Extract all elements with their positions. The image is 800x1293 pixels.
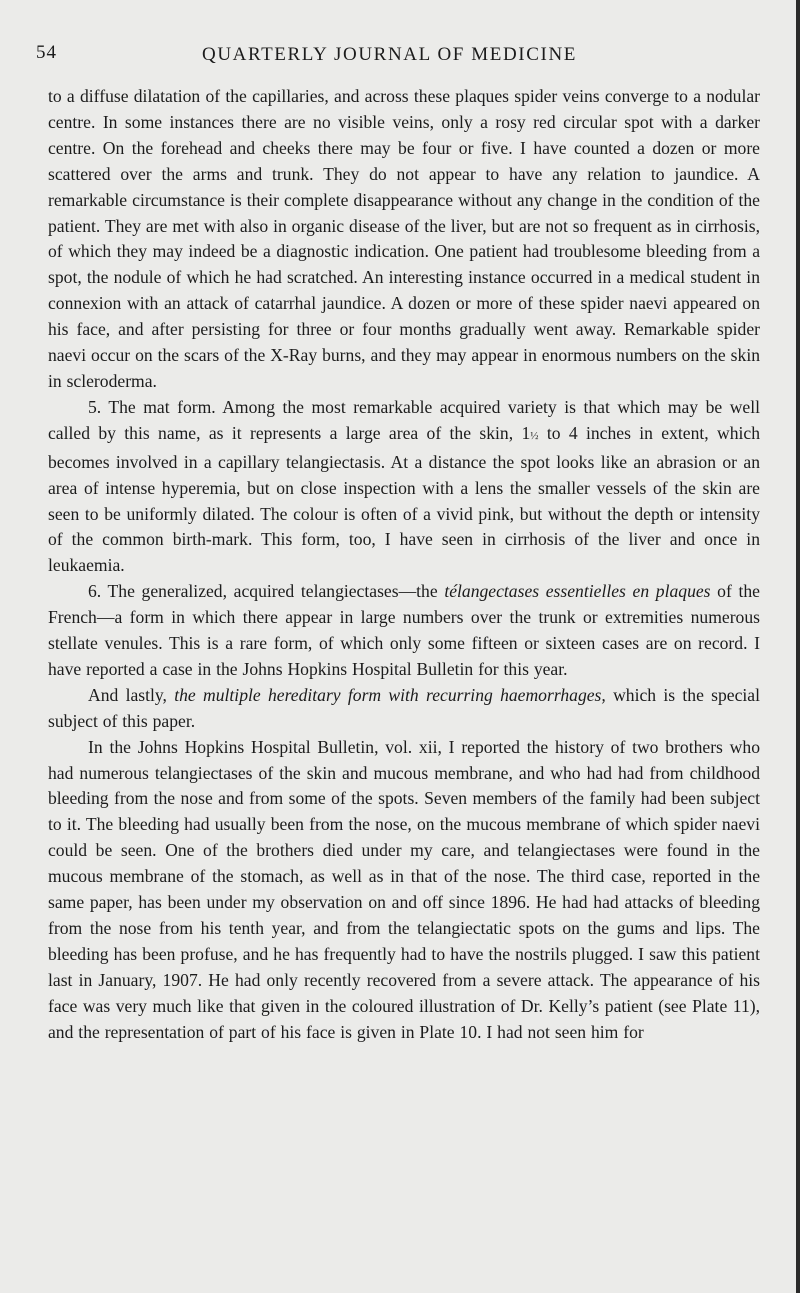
paragraph-hereditary-form: [48, 683, 760, 735]
page-header: [36, 42, 760, 76]
paragraph-text: of the French—a form in which there appear in large numbers over the trunk or extremities numerous stellate venules. This is a rare form, of which only some fifteen or sixteen cases are on record. I have reported a case in the Johns Hopkins Hospital Bulletin for this year.: [48, 581, 760, 679]
paragraph-text: to 4 inches in extent, which becomes involved in a capillary telangiectasis. At a distance the spot looks like an abrasion or an area of intense hyperemia, but on close inspection with a lens the smaller vessels of the skin are seen to be uniformly dilated. The colour is often of a vivid pink, but without the depth or intensity of the common birth-mark. This form, too, I have seen in cirrhosis of the liver and once in leukaemia.: [48, 422, 760, 576]
paragraph-text: 6. The generalized, acquired telangiectases—the: [88, 581, 445, 602]
paragraph-text: to a diffuse dilatation of the capillaries, and across these plaques spider veins converge to a nodular centre. In some instances there are no visible veins, only a rosy red circular spot with a darker centre. On the forehead and cheeks there may be four or five. I have counted a dozen or more scattered over the arms and trunk. They do not appear to have any relation to jaundice. A remarkable circumstance is their complete disappearance without any change in the condition of the patient. They are met with also in organic disease of the liver, but are not so frequent as in cirrhosis, of which they may indeed be a diagnostic indication. One patient had troublesome bleeding from a spot, the nodule of which he had scratched. An interesting instance occurred in a medical student in connexion with an attack of catarrhal jaundice. A dozen or more of these spider naevi appeared on his face, and after persisting for three or four months gradually went away. Remarkable spider naevi occur on the scars of the X-Ray burns, and they may appear in enormous numbers on the skin in scleroderma.: [48, 86, 760, 391]
body-text: [48, 84, 760, 1046]
page-number: 54: [36, 42, 57, 63]
paragraph-spider-naevi: [48, 84, 760, 395]
running-head: QUARTERLY JOURNAL OF MEDICINE: [202, 44, 577, 65]
fraction-half: ½: [530, 429, 539, 442]
fraction-whole: 1: [521, 422, 531, 443]
paragraph-text: 5. The mat form. Among the most remarkable acquired variety is that which may be well called by this name, as it represents a large area of the skin,: [48, 396, 760, 443]
paragraph-text: In the Johns Hopkins Hospital Bulletin, vol. xii, I reported the history of two brothers who had numerous telangiectases of the skin and mucous membrane, and who had had from childhood bleeding from the nose and from some of the spots. Seven members of the family had been subject to it. The bleeding had usually been from the nose, on the mucous membrane of which spider naevi could be seen. One of the brothers died under my care, and telangiectases were found in the mucous membrane of the stomach, as well as in that of the nose. The third case, reported in the same paper, has been under my observation on and off since 1896. He had had attacks of bleeding from the nose from his tenth year, and from the telangiectatic spots on the gums and lips. The bleeding has been profuse, and he has frequently had to have the nostrils plugged. I saw this patient last in January, 1907. He had only recently recovered from a severe attack. The appearance of his face was very much like that given in the coloured illustration of Dr. Kelly’s patient (see Plate 11), and the representation of part of his face is given in Plate 10. I had not seen him for: [48, 736, 760, 1042]
paragraph-case-history: [48, 735, 760, 1046]
paragraph-mat-form: [48, 395, 760, 579]
italic-term: télangectases essentielles en plaques: [444, 581, 711, 602]
paragraph-generalized-telangiectases: [48, 579, 760, 683]
paragraph-text: And lastly,: [88, 684, 175, 705]
page-edge-shadow: [796, 0, 800, 1293]
paragraph-text: which is the special subject of this paper.: [48, 684, 761, 731]
italic-term: the multiple hereditary form with recurring haemorrhages,: [174, 684, 606, 705]
